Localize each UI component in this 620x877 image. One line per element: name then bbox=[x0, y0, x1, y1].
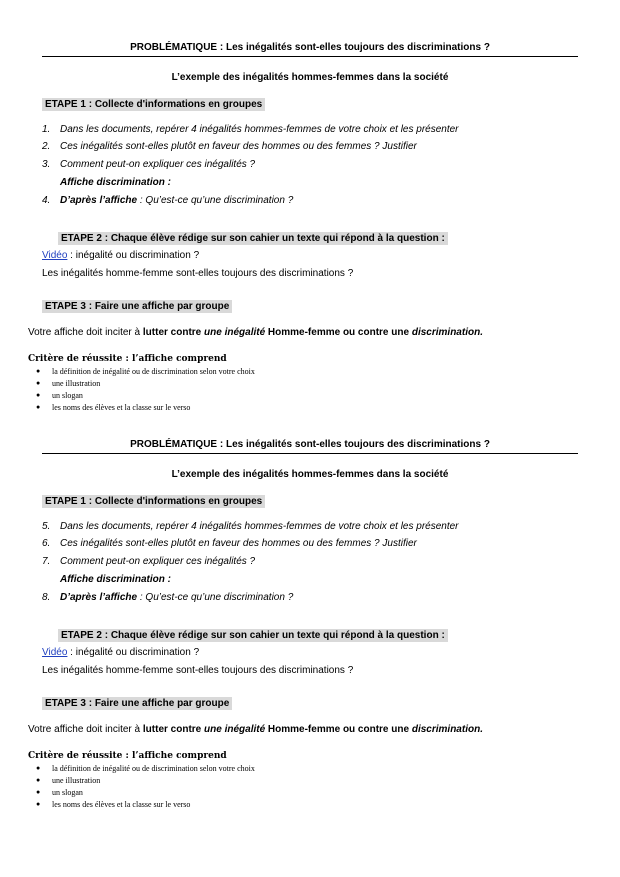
list-number: 6. bbox=[42, 538, 51, 549]
list-item: Comment peut-on expliquer ces inégalités ? bbox=[60, 556, 256, 567]
list-number: 3. bbox=[42, 159, 51, 170]
criteria-item: la définition de inégalité ou de discrimination selon votre choix bbox=[52, 367, 255, 376]
bullet-icon: ● bbox=[36, 789, 41, 796]
affiche-instruction: Votre affiche doit inciter à lutter contre une inégalité Homme-femme ou contre une discrimination. bbox=[28, 327, 483, 338]
video-line: Vidéo : inégalité ou discrimination ? bbox=[42, 647, 200, 658]
criteria-item: une illustration bbox=[52, 776, 101, 785]
bullet-icon: ● bbox=[36, 380, 41, 387]
list-item: Comment peut-on expliquer ces inégalités ? bbox=[60, 159, 256, 170]
list-number: 4. bbox=[42, 195, 51, 206]
title-rule bbox=[42, 453, 578, 454]
list-number: 1. bbox=[42, 124, 51, 135]
list-number: 5. bbox=[42, 521, 51, 532]
question-text: Les inégalités homme-femme sont-elles toujours des discriminations ? bbox=[42, 268, 354, 279]
list-item: Ces inégalités sont-elles plutôt en faveur des hommes ou des femmes ? Justifier bbox=[60, 141, 417, 152]
criteria-item: la définition de inégalité ou de discrimination selon votre choix bbox=[52, 764, 255, 773]
list-number: 2. bbox=[42, 141, 51, 152]
etape1-heading: ETAPE 1 : Collecte d'informations en groupes bbox=[42, 496, 265, 508]
video-link[interactable]: Vidéo bbox=[42, 647, 68, 658]
title-rule bbox=[42, 56, 578, 57]
criteria-item: un slogan bbox=[52, 391, 83, 400]
bullet-icon: ● bbox=[36, 368, 41, 375]
affiche-instruction: Votre affiche doit inciter à lutter contre une inégalité Homme-femme ou contre une discrimination. bbox=[28, 724, 483, 735]
problematique-title: PROBLÉMATIQUE : Les inégalités sont-elles toujours des discriminations ? bbox=[130, 42, 490, 53]
bullet-icon: ● bbox=[36, 801, 41, 808]
bullet-icon: ● bbox=[36, 777, 41, 784]
etape1-heading: ETAPE 1 : Collecte d'informations en groupes bbox=[42, 99, 265, 111]
question-text: Les inégalités homme-femme sont-elles toujours des discriminations ? bbox=[42, 665, 354, 676]
list-item: Ces inégalités sont-elles plutôt en faveur des hommes ou des femmes ? Justifier bbox=[60, 538, 417, 549]
criteria-item: une illustration bbox=[52, 379, 101, 388]
subtitle: L’exemple des inégalités hommes-femmes dans la société bbox=[171, 72, 449, 83]
etape3-heading: ETAPE 3 : Faire une affiche par groupe bbox=[42, 698, 232, 710]
problematique-title: PROBLÉMATIQUE : Les inégalités sont-elles toujours des discriminations ? bbox=[130, 439, 490, 450]
list-item: D’après l’affiche : Qu’est-ce qu’une discrimination ? bbox=[60, 592, 294, 603]
list-number: 8. bbox=[42, 592, 51, 603]
bullet-icon: ● bbox=[36, 765, 41, 772]
list-item: Dans les documents, repérer 4 inégalités hommes-femmes de votre choix et les présenter bbox=[60, 521, 459, 532]
list-number: 7. bbox=[42, 556, 51, 567]
criteria-title: Critère de réussite : l’affiche comprend bbox=[28, 354, 227, 364]
video-line: Vidéo : inégalité ou discrimination ? bbox=[42, 250, 200, 261]
criteria-item: les noms des élèves et la classe sur le verso bbox=[52, 403, 191, 412]
bullet-icon: ● bbox=[36, 392, 41, 399]
criteria-item: les noms des élèves et la classe sur le verso bbox=[52, 800, 191, 809]
etape2-heading: ETAPE 2 : Chaque élève rédige sur son cahier un texte qui répond à la question : bbox=[58, 233, 448, 245]
subtitle: L’exemple des inégalités hommes-femmes dans la société bbox=[171, 469, 449, 480]
list-item: D’après l’affiche : Qu’est-ce qu’une discrimination ? bbox=[60, 195, 294, 206]
affiche-discrimination-label: Affiche discrimination : bbox=[60, 574, 171, 585]
affiche-discrimination-label: Affiche discrimination : bbox=[60, 177, 171, 188]
bullet-icon: ● bbox=[36, 404, 41, 411]
criteria-item: un slogan bbox=[52, 788, 83, 797]
etape2-heading: ETAPE 2 : Chaque élève rédige sur son cahier un texte qui répond à la question : bbox=[58, 630, 448, 642]
list-item: Dans les documents, repérer 4 inégalités hommes-femmes de votre choix et les présenter bbox=[60, 124, 459, 135]
video-link[interactable]: Vidéo bbox=[42, 250, 68, 261]
etape3-heading: ETAPE 3 : Faire une affiche par groupe bbox=[42, 301, 232, 313]
criteria-title: Critère de réussite : l’affiche comprend bbox=[28, 751, 227, 761]
